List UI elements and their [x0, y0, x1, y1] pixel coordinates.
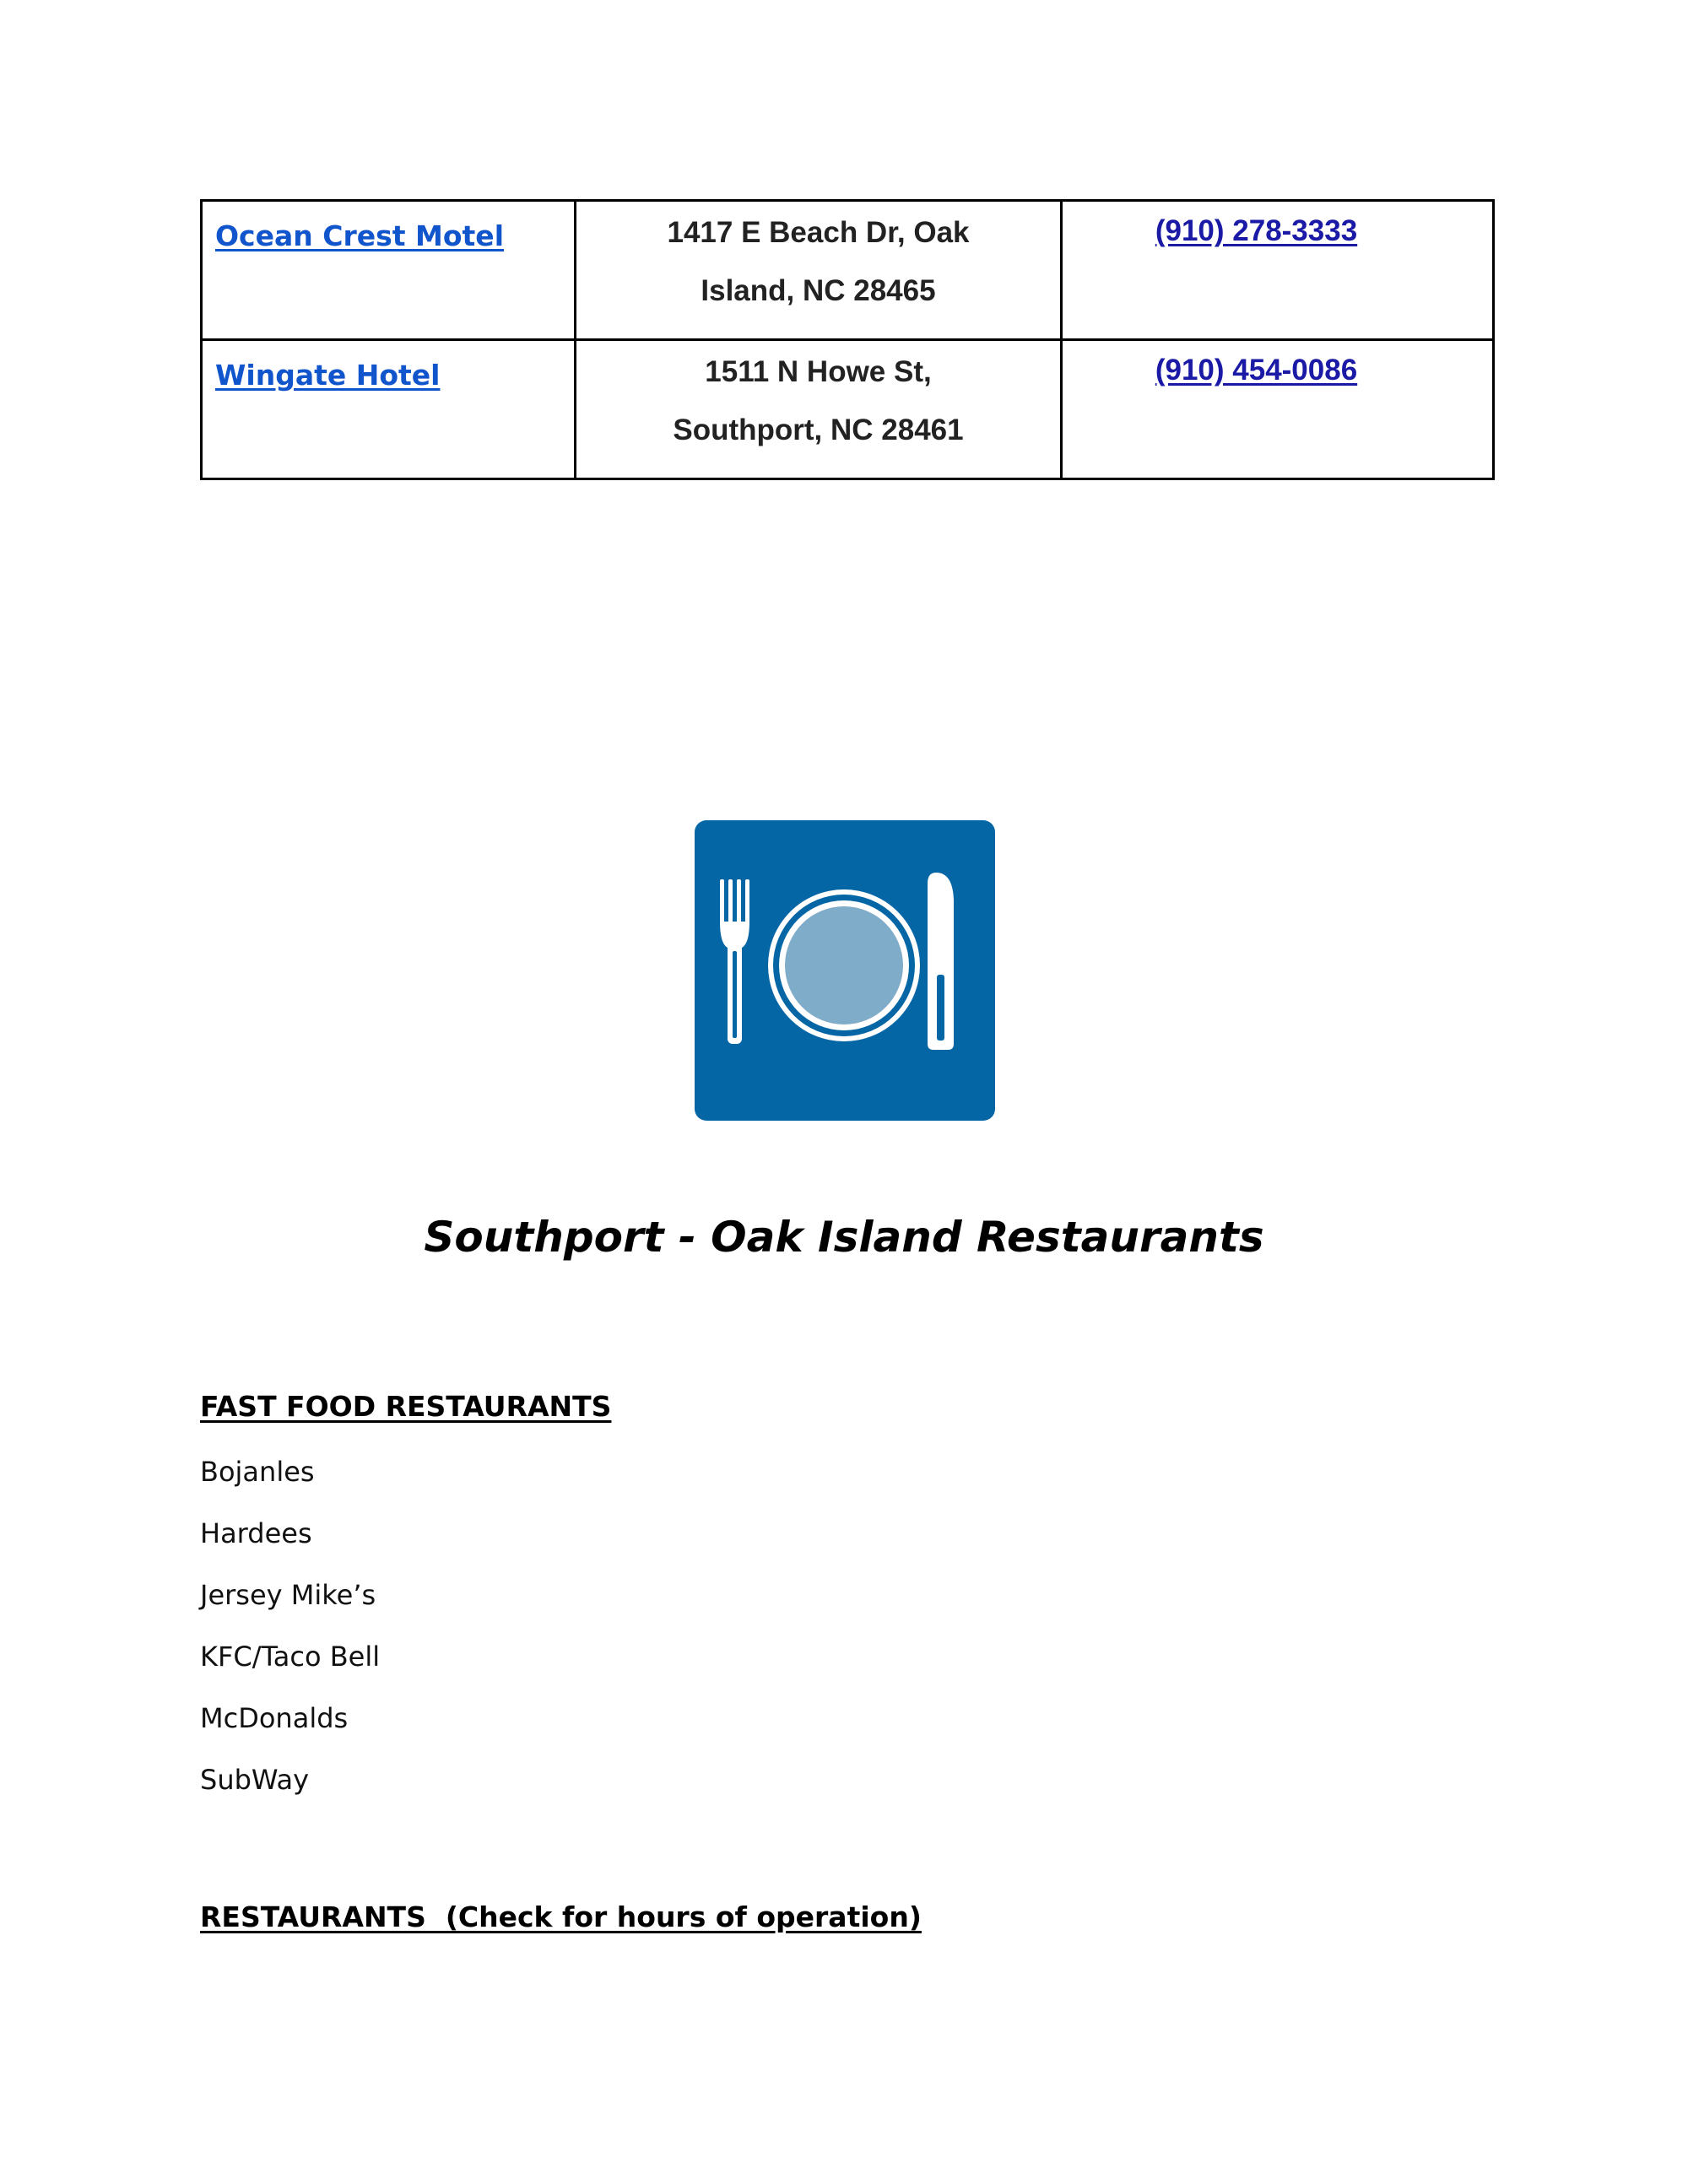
hotel-phone-cell — [1062, 201, 1494, 340]
fork-plate-knife-icon — [695, 820, 995, 1121]
fast-food-heading: FAST FOOD RESTAURANTS — [200, 1390, 612, 1423]
list-item: Bojanles — [200, 1456, 315, 1488]
hotel-address — [576, 343, 1060, 459]
hotel-name-cell — [202, 340, 576, 479]
hotel-phone-cell — [1062, 340, 1494, 479]
list-item: Jersey Mike’s — [200, 1579, 376, 1611]
hotel-link-wingate-hotel[interactable]: Wingate Hotel — [215, 359, 441, 392]
list-item: SubWay — [200, 1764, 310, 1796]
restaurants-heading: RESTAURANTS (Check for hours of operation) — [200, 1900, 922, 1933]
hotel-address-cell — [576, 201, 1062, 340]
hotel-address — [576, 203, 1060, 320]
table-row — [202, 340, 1494, 479]
hotel-name-cell — [202, 201, 576, 340]
phone-link-ocean-crest-motel[interactable]: (910) 278-3333 — [1155, 214, 1358, 247]
address-line: Southport, NC 28461 — [673, 414, 964, 446]
list-item: KFC/Taco Bell — [200, 1641, 381, 1673]
list-item: Hardees — [200, 1517, 312, 1549]
address-line: 1417 E Beach Dr, Oak — [667, 216, 970, 249]
page-title: Southport - Oak Island Restaurants — [424, 1213, 1264, 1262]
hotel-address-cell — [576, 340, 1062, 479]
table-row — [202, 201, 1494, 340]
hotel-link-ocean-crest-motel[interactable]: Ocean Crest Motel — [215, 219, 505, 252]
lodging-table — [200, 199, 1495, 480]
address-line: 1511 N Howe St, — [705, 355, 932, 388]
list-item: McDonalds — [200, 1702, 349, 1734]
address-line: Island, NC 28465 — [701, 274, 936, 307]
fast-food-list — [200, 1453, 380, 1823]
phone-link-wingate-hotel[interactable]: (910) 454-0086 — [1155, 354, 1358, 387]
